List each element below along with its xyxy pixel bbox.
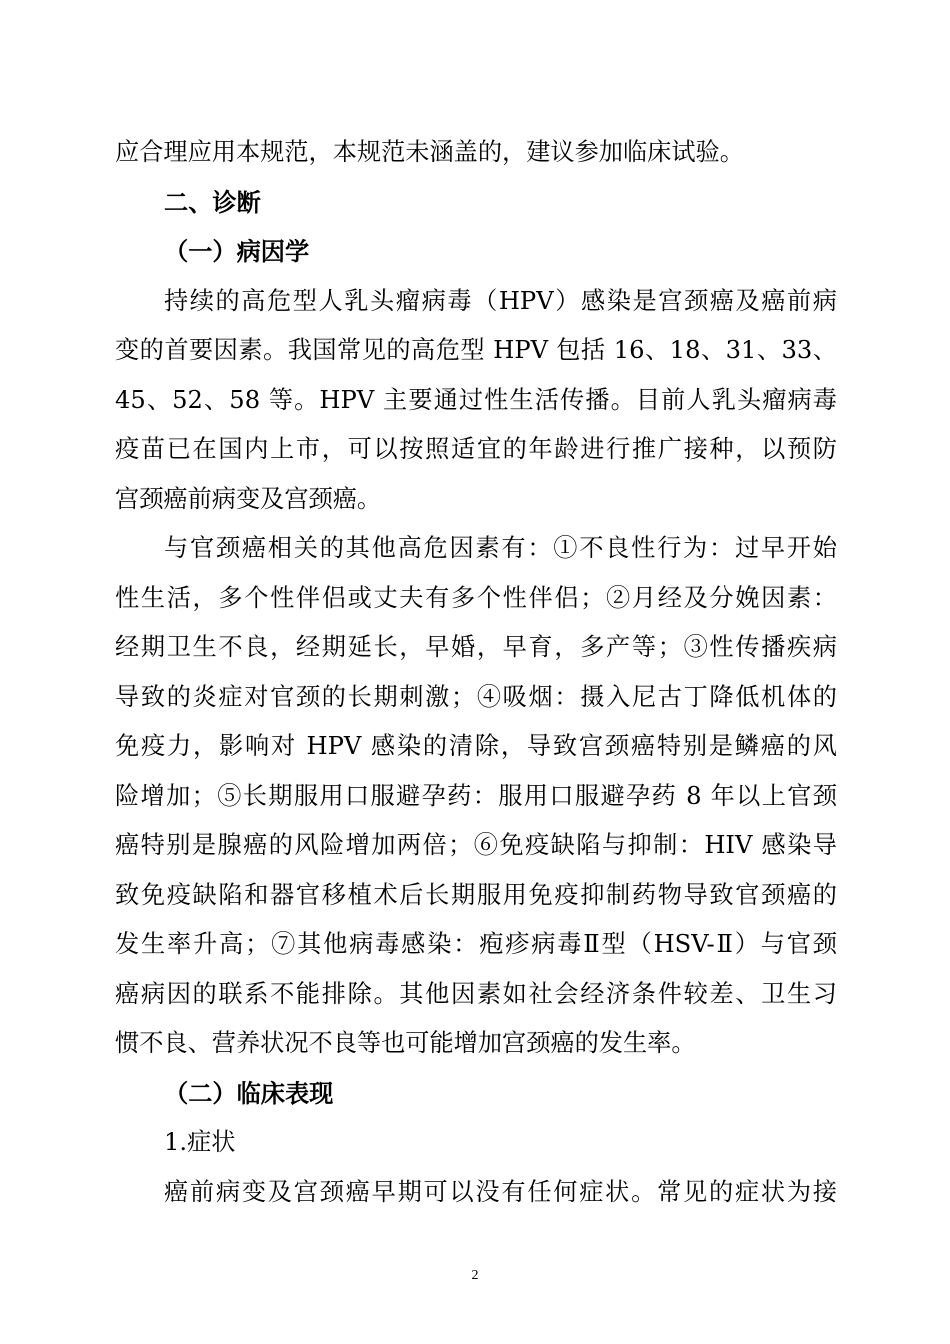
paragraph-line: 惯不良、营养状况不良等也可能增加宫颈癌的发生率。 <box>115 1029 696 1057</box>
section-heading: 二、诊断 <box>164 187 261 217</box>
paragraph-line: 经期卫生不良，经期延长，早婚，早育，多产等；③性传播疾病 <box>115 633 837 661</box>
subsection-heading: （一）病因学 <box>164 237 310 266</box>
paragraph-line: 导致的炎症对官颈的长期刺激；④吸烟：摄入尼古丁降低机体的 <box>115 682 837 711</box>
paragraph-line: 与官颈癌相关的其他高危因素有：①不良性行为：过早开始 <box>164 534 837 562</box>
item-heading: 1.症状 <box>164 1128 236 1156</box>
paragraph-line: 发生率升高；⑦其他病毒感染：疱疹病毒Ⅱ型（HSV-Ⅱ）与官颈 <box>115 930 837 958</box>
paragraph-line: 癌特别是腺癌的风险增加两倍；⑥免疫缺陷与抑制：HIV 感染导 <box>115 831 837 859</box>
paragraph-line: 应合理应用本规范，本规范未涵盖的，建议参加临床试验。 <box>115 138 744 166</box>
paragraph-line: 癌前病变及宫颈癌早期可以没有任何症状。常见的症状为接 <box>164 1177 837 1206</box>
document-body <box>115 128 837 1217</box>
paragraph-line: 险增加；⑤长期服用口服避孕药：服用口服避孕药 8 年以上官颈 <box>115 781 837 810</box>
paragraph-line: 持续的高危型人乳头瘤病毒（HPV）感染是宫颈癌及癌前病 <box>164 286 837 315</box>
paragraph-line: 疫苗已在国内上市，可以按照适宜的年龄进行推广接种，以预防 <box>115 435 837 463</box>
paragraph-line: 变的首要因素。我国常见的高危型 HPV 包括 16、18、31、33、 <box>115 336 837 364</box>
paragraph-line: 免疫力，影响对 HPV 感染的清除，导致宫颈癌特别是鳞癌的风 <box>115 732 837 760</box>
paragraph-line: 45、52、58 等。HPV 主要通过性生活传播。目前人乳头瘤病毒 <box>115 385 837 414</box>
paragraph-line: 癌病因的联系不能排除。其他因素如社会经济条件较差、卫生习 <box>115 979 837 1008</box>
subsection-heading: （二）临床表现 <box>164 1078 334 1108</box>
page-number: 2 <box>471 1268 479 1283</box>
paragraph-line: 性生活，多个性伴侣或丈夫有多个性伴侣；②月经及分娩因素： <box>115 583 837 612</box>
paragraph-line: 致免疫缺陷和器官移植术后长期服用免疫抑制药物导致官颈癌的 <box>115 880 837 909</box>
paragraph-line: 宫颈癌前病变及宫颈癌。 <box>115 484 382 513</box>
